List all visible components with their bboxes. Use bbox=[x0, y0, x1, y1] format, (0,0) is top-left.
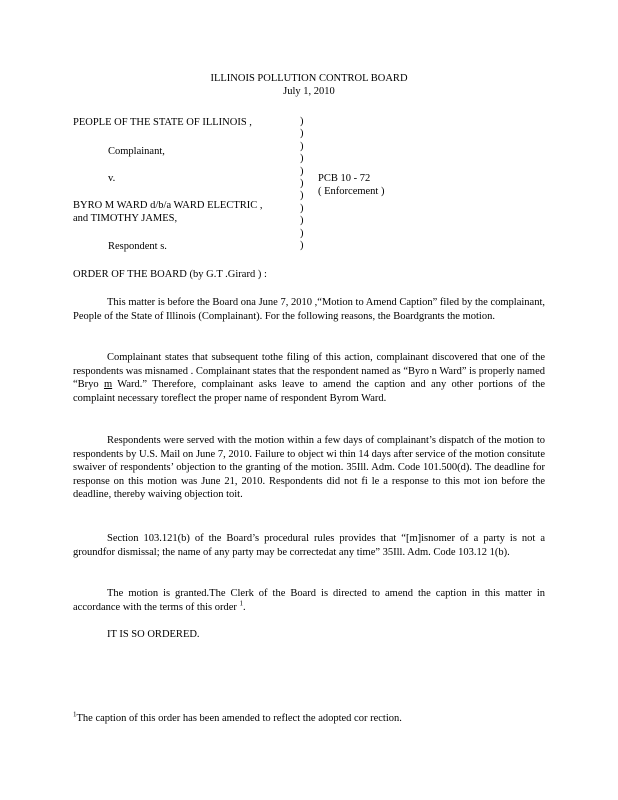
versus-label: v. bbox=[108, 173, 116, 184]
footnote-reference: 1 bbox=[239, 599, 243, 608]
caption-paren: ) bbox=[300, 165, 304, 177]
respondents-label: Respondent s. bbox=[108, 241, 167, 252]
order-date: July 1, 2010 bbox=[283, 86, 335, 97]
paragraph-1-text: This matter is before the Board ona June 7, 2010 ,“Motion to Amend Caption” filed by the complainant, People of the State of Illinois (Complainant). For the following reasons, the Boardgrants the motion. bbox=[73, 297, 545, 322]
so-ordered-text: IT IS SO ORDERED. bbox=[107, 629, 200, 640]
footnote bbox=[73, 712, 402, 725]
paragraph-2-text-b: Ward.” Therefore, complainant asks leave to amend the caption and any other portions of the complaint necessary toreflect the proper name of respondent Byrom Ward. bbox=[73, 379, 545, 404]
defendant-line-2: and TIMOTHY JAMES, bbox=[73, 213, 178, 224]
caption-paren: ) bbox=[300, 116, 304, 127]
underlined-correction: m bbox=[103, 379, 113, 391]
order-heading: ORDER OF THE BOARD (by G.T .Girard ) : bbox=[73, 269, 267, 280]
agency-title: ILLINOIS POLLUTION CONTROL BOARD bbox=[210, 73, 408, 84]
paragraph-5-end: . bbox=[242, 601, 246, 613]
paragraph-5 bbox=[73, 587, 545, 614]
paragraph-2 bbox=[73, 351, 545, 405]
case-type: ( Enforcement ) bbox=[318, 186, 385, 197]
defendant-line-1: BYRO M WARD d/b/a WARD ELECTRIC , bbox=[73, 200, 263, 211]
caption-paren: ) bbox=[300, 140, 304, 152]
caption-paren: ) bbox=[300, 128, 304, 140]
complainant-label: Complainant, bbox=[108, 146, 165, 157]
plaintiff-name: PEOPLE OF THE STATE OF ILLINOIS , bbox=[73, 117, 252, 128]
caption-paren-column bbox=[300, 116, 304, 252]
paragraph-3-text: Respondents were served with the motion within a few days of complainant’s dispatch of the motion to respondents by U.S. Mail on June 7, 2010. Failure to object wi thin 14 days after service of the motion consitute swaiver of respondents’ objection to the granting of the motion. 35Ill. Adm. Code 101.500(d). The deadline for response on this motion was June 21, 2010. Respondents did not fi le a response to this mot ion before the deadline, thereby waiving objection toit. bbox=[73, 435, 545, 501]
footnote-text: The caption of this order has been amended to reflect the adopted cor rection. bbox=[76, 713, 402, 724]
paragraph-4 bbox=[73, 532, 545, 559]
paragraph-1 bbox=[73, 296, 545, 323]
caption-paren: ) bbox=[300, 202, 304, 214]
caption-paren: ) bbox=[300, 153, 304, 165]
caption-paren: ) bbox=[300, 215, 304, 227]
caption-paren: ) bbox=[300, 190, 304, 202]
caption-paren: ) bbox=[300, 178, 304, 190]
paragraph-5-text: The motion is granted.The Clerk of the Board is directed to amend the caption in this matter in accordance with the terms of this order bbox=[73, 588, 545, 613]
paragraph-2-text-a: Complainant states that subsequent tothe filing of this action, complainant discovered that one of the respondents was misnamed . Complainant states that the respondent named as “Byro n Ward” is properly named “Bryo bbox=[73, 352, 545, 391]
paragraph-4-text: Section 103.121(b) of the Board’s procedural rules provides that “[m]isnomer of a party is not a groundfor dismissal; the name of any party may be correctedat any time” 35Ill. Adm. Code 103.12 1(b). bbox=[73, 533, 545, 558]
caption-paren: ) bbox=[300, 227, 304, 239]
footnote-marker: 1 bbox=[73, 710, 77, 719]
paragraph-3 bbox=[73, 434, 545, 502]
case-number: PCB 10 - 72 bbox=[318, 173, 371, 184]
caption-paren: ) bbox=[300, 240, 304, 252]
paragraph-6 bbox=[73, 628, 545, 642]
